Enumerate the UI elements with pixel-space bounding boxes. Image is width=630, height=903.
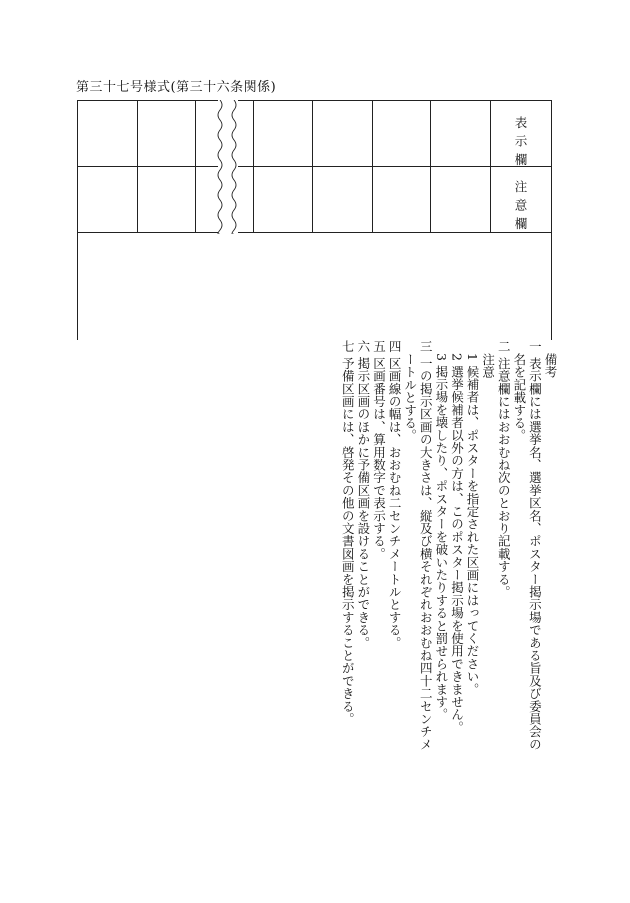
display-column-label: 表示欄 bbox=[513, 116, 528, 172]
note-item: 注意 bbox=[480, 352, 496, 378]
note-item: 2 選挙候補者以外の方は、このポスター掲示場を使用できません。 bbox=[449, 352, 465, 734]
note-item: 四 区画線の幅は、おおむね二センチメートルとする。 bbox=[387, 340, 403, 649]
notice-column-label: 注意欄 bbox=[513, 180, 528, 236]
grid-line-lower bbox=[77, 232, 552, 233]
grid-line-col-4 bbox=[312, 100, 313, 232]
grid-line-middle bbox=[77, 166, 552, 167]
grid-line-top bbox=[77, 100, 552, 101]
note-item: 1 候補者は、ポスターを指定された区画にはってください。 bbox=[465, 352, 481, 696]
note-item: 3 掲示場を壊したり、ポスターを破いたりすると罰せられます。 bbox=[433, 352, 449, 721]
grid-line-col-7 bbox=[490, 100, 491, 232]
grid-line-col-6 bbox=[430, 100, 431, 232]
grid-line-col-3 bbox=[253, 100, 254, 232]
note-item: 一 表示欄には選挙名、選挙区名、ポスター掲示場である旨及び委員会の名を記載する。 bbox=[511, 340, 543, 751]
grid-line-col-2 bbox=[195, 100, 196, 232]
grid-line-col-5 bbox=[372, 100, 373, 232]
note-item: 二 注意欄にはおおむね次のとおり記載する。 bbox=[496, 340, 512, 599]
note-item: 七 予備区画には、啓発その他の文書図画を掲示することができる。 bbox=[340, 340, 356, 726]
notes-section bbox=[248, 340, 558, 760]
grid-line-right-edge bbox=[551, 100, 552, 340]
notes-heading: 備考 bbox=[543, 352, 558, 378]
grid-line-left-edge bbox=[77, 100, 78, 340]
note-item: 五 区画番号は、算用数字で表示する。 bbox=[371, 340, 387, 561]
note-item: 六 掲示区画のほかに予備区画を設けることができる。 bbox=[355, 340, 371, 649]
form-title: 第三十七号様式(第三十六条関係) bbox=[76, 80, 277, 95]
omission-break-mark bbox=[210, 100, 246, 234]
note-item: 三 一の掲示区画の大きさは、縦及び横それぞれおおむね四十二センチメートルとする。 bbox=[402, 340, 434, 751]
grid-line-col-1 bbox=[137, 100, 138, 232]
